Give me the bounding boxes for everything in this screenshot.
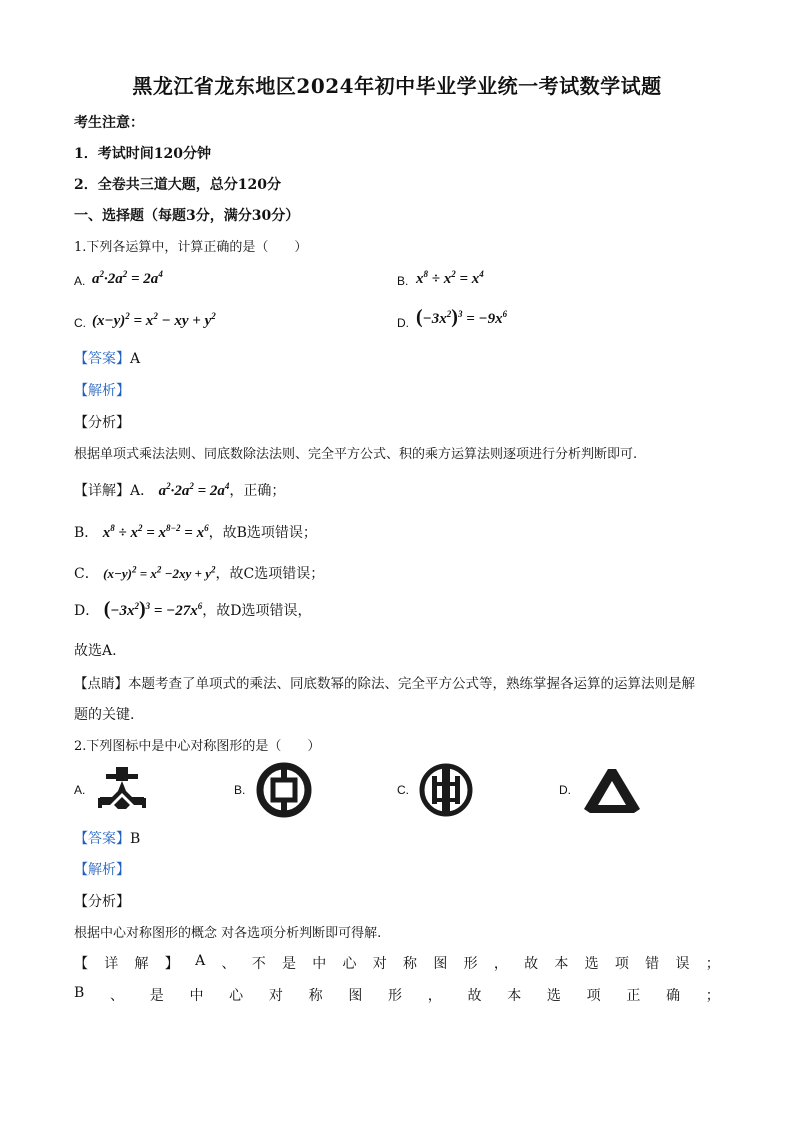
detail-c-suffix: ，故C选项错误； — [215, 566, 325, 582]
q2-detail-line2 — [74, 985, 720, 1005]
q1-option-c-formula: $(x-y)^2 = x^2$ − xy + $y^2$ — [92, 311, 216, 329]
q2-fenxi: 【分析】 — [74, 894, 130, 910]
spread-char: 图 — [348, 988, 363, 1004]
spread-char: ； — [705, 988, 720, 1004]
q1-option-d-label: D. — [397, 316, 409, 330]
q2-stem: 2.下列图标中是中心对称图形的是（ ） — [74, 739, 321, 754]
spread-char: 、 — [221, 956, 236, 972]
detail-b-formula: $x^8 \div x^2 = x^{8-2} = x^6$ — [102, 523, 209, 541]
q1-fenxi: 【分析】 — [74, 415, 130, 431]
q1-option-d-formula: $(-3x^2)^3 = -9x^6$ — [416, 306, 508, 328]
q2-option-a-label: A. — [74, 783, 86, 797]
spread-char: 误 — [675, 956, 690, 972]
spread-char: 选 — [584, 956, 599, 972]
spread-char: A — [195, 953, 206, 969]
q1-analysis: 根据单项式乘法法则、同底数除法法则、完全平方公式、积的乘方运算法则逐项进行分析判断即可. — [74, 447, 638, 462]
q2-detail-line1 — [74, 953, 720, 973]
spread-char: 心 — [342, 956, 357, 972]
spread-char: 称 — [308, 988, 323, 1004]
q1-option-a-label: A. — [74, 274, 86, 288]
spread-char: 正 — [626, 988, 641, 1004]
q2-analysis: 根据中心对称图形的概念 对各选项分析判断即可得解. — [74, 926, 382, 941]
answer-value: A — [130, 351, 141, 367]
spread-char: 项 — [614, 956, 629, 972]
detail-d-formula: $(-3x^2)^3 = -27x^6$ — [103, 598, 203, 620]
detail-b-prefix: B． — [74, 525, 99, 541]
detail-c-formula: $(x-y)^2 = x^2 -2xy + y^2$ — [103, 564, 216, 581]
spread-char: 不 — [251, 956, 266, 972]
spread-char: 对 — [268, 988, 283, 1004]
spread-char: 对 — [372, 956, 387, 972]
spread-char: 详 — [104, 956, 119, 972]
q1-detail-a — [74, 480, 285, 500]
triangle-logo-icon — [582, 765, 642, 815]
section-heading: 一、选择题（每题3分，满分30分） — [74, 208, 300, 224]
detail-a-prefix: A． — [130, 483, 155, 499]
spread-char: 、 — [110, 988, 125, 1004]
q1-detail-d — [74, 598, 312, 621]
q1-option-c-label: C. — [74, 316, 86, 330]
spread-char: 中 — [312, 956, 327, 972]
spread-char: 故 — [467, 988, 482, 1004]
detail-d-suffix: ，故D选项错误， — [202, 603, 312, 619]
q1-option-b-label: B. — [397, 274, 409, 288]
spread-char: B — [74, 985, 85, 1001]
q1-option-b-formula: $x^8 \div x^2 = x^4$ — [416, 269, 484, 287]
spread-char: 形 — [463, 956, 478, 972]
detail-a-suffix: ，正确； — [229, 483, 286, 499]
page-title: 黑龙江省龙东地区2024年初中毕业学业统一考试数学试题 — [132, 74, 662, 98]
q1-comment-line1: 【点睛】本题考查了单项式的乘法、同底数幂的除法、完全平方公式等，熟练掌握各运算的运算法则是解 — [74, 676, 695, 692]
notice-item-1: 1．考试时间120分钟 — [74, 146, 211, 162]
agricultural-bank-icon — [416, 762, 476, 812]
q2-jiexi: 【解析】 — [74, 862, 130, 878]
spread-char: 项 — [586, 988, 601, 1004]
q1-detail-b — [74, 522, 317, 542]
spread-char: ， — [493, 956, 508, 972]
spread-char: 确 — [666, 988, 681, 1004]
q2-option-b-label: B. — [234, 783, 246, 797]
spread-char: ； — [705, 956, 720, 972]
spread-char: 】 — [164, 956, 179, 972]
q1-answer — [74, 348, 140, 368]
spread-char: 中 — [189, 988, 204, 1004]
q1-option-a-formula: $a^2\cdot 2a^2 = 2a^4$ — [92, 269, 163, 287]
three-rings-bank-icon — [92, 765, 152, 815]
answer-value: B — [130, 831, 141, 847]
notice-heading: 考生注意： — [74, 115, 144, 131]
detail-a-formula: $a^2\cdot 2a^2 = 2a^4$ — [158, 481, 230, 499]
q2-option-c-label: C. — [397, 783, 409, 797]
spread-char: 故 — [524, 956, 539, 972]
q1-jiexi: 【解析】 — [74, 383, 130, 399]
q1-comment-line2: 题的关键. — [74, 707, 135, 723]
spread-char: 形 — [388, 988, 403, 1004]
notice-item-2: 2．全卷共三道大题，总分120分 — [74, 177, 281, 193]
answer-tag: 【答案】 — [74, 831, 130, 847]
spread-char: 解 — [134, 956, 149, 972]
spread-char: 本 — [554, 956, 569, 972]
coin-bank-icon — [254, 762, 314, 812]
detail-c-prefix: C． — [74, 566, 99, 582]
spread-char: 图 — [433, 956, 448, 972]
spread-char: 选 — [546, 988, 561, 1004]
spread-char: ， — [427, 988, 442, 1004]
answer-tag: 【答案】 — [74, 351, 130, 367]
q2-option-d-label: D. — [559, 783, 571, 797]
detail-b-suffix: ，故B选项错误； — [208, 525, 317, 541]
q2-answer — [74, 828, 140, 848]
spread-char: 是 — [281, 956, 296, 972]
detail-d-prefix: D． — [74, 603, 100, 619]
q1-conclusion: 故选A. — [74, 643, 117, 659]
spread-char: 心 — [229, 988, 244, 1004]
spread-char: 本 — [507, 988, 522, 1004]
q1-detail-c — [74, 563, 324, 583]
detail-tag: 【详解】 — [74, 483, 130, 499]
spread-char: 是 — [149, 988, 164, 1004]
spread-char: 【 — [74, 956, 88, 972]
spread-char: 错 — [645, 956, 660, 972]
spread-char: 称 — [403, 956, 418, 972]
q1-stem: 1.下列各运算中，计算正确的是（ ） — [74, 240, 308, 255]
